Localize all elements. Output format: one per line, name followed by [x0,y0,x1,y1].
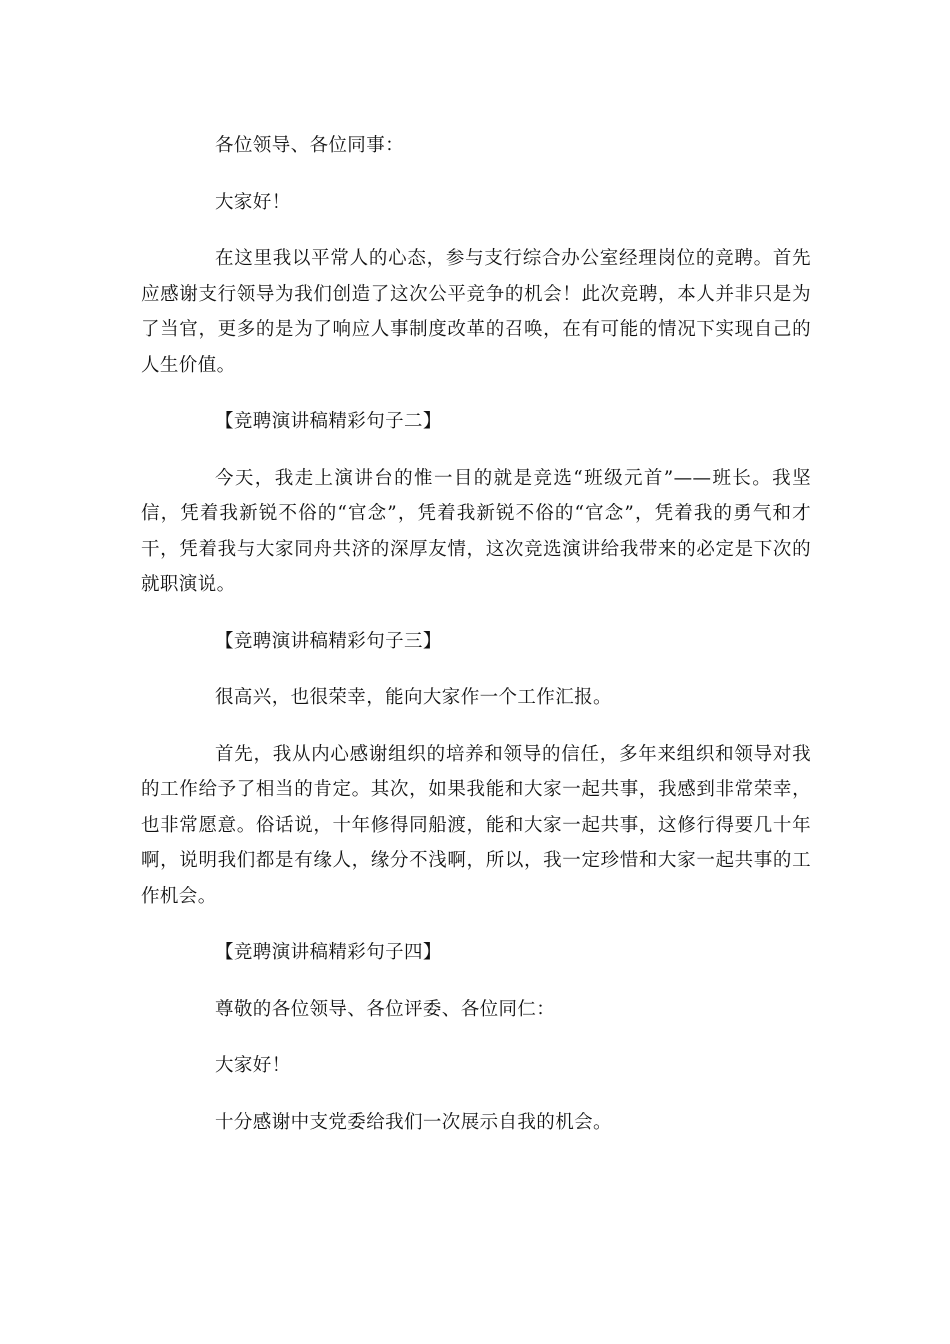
section-heading: 【竞聘演讲稿精彩句子二】 [215,411,442,432]
salutation: 尊敬的各位领导、各位评委、各位同仁： [215,998,556,1020]
body-paragraph: 首先，我从内心感谢组织的培养和领导的信任，多年来组织和领导对我的工作给予了相当的肯定。其次，如果我能和大家一起共事，我感到非常荣幸，也非常愿意。俗话说，十年修得同船渡，能和大家一起共事，这修行得要几十年啊，说明我们都是有缘人，缘分不浅啊，所以，我一定珍惜和大家一起共事的工作机会。 [141,743,811,907]
document-body [141,128,811,1140]
body-paragraph: 十分感谢中支党委给我们一次展示自我的机会。 [215,1111,612,1133]
salutation: 各位领导、各位同事： [215,135,405,156]
section-heading: 【竞聘演讲稿精彩句子三】 [215,630,442,652]
body-paragraph: 今天，我走上演讲台的惟一目的就是竞选“班级元首”——班长。我坚信，凭着我新锐不俗的“官念”，凭着我新锐不俗的“官念”，凭着我的勇气和才干，凭着我与大家同舟共济的深厚友情，这次竞选演讲给我带来的必定是下次的就职演说。 [141,467,811,595]
section-heading: 【竞聘演讲稿精彩句子四】 [215,942,442,963]
body-paragraph: 在这里我以平常人的心态，参与支行综合办公室经理岗位的竞聘。首先应感谢支行领导为我们创造了这次公平竞争的机会！此次竞聘，本人并非只是为了当官，更多的是为了响应人事制度改革的召唤，在有可能的情况下实现自己的人生价值。 [141,248,811,376]
greeting: 大家好！ [215,1055,291,1076]
greeting: 大家好！ [215,191,291,213]
body-paragraph: 很高兴，也很荣幸，能向大家作一个工作汇报。 [215,687,612,708]
